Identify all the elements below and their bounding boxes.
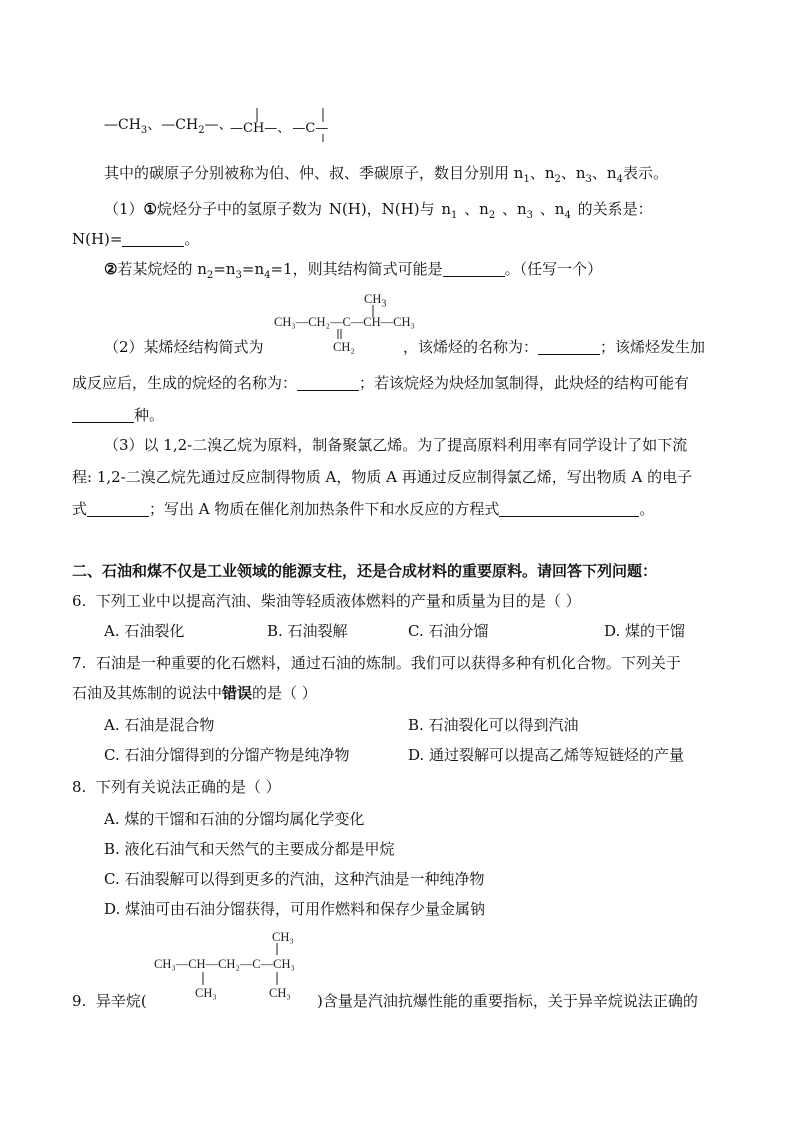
isooctane-main-chain: CH₃—CH—CH₂—C—CH₃ (154, 957, 295, 971)
q2-line1: （2）某烯烃结构简式为 (104, 338, 264, 356)
answer-blank-nh[interactable] (122, 230, 184, 247)
q2-line2: 成反应后，生成的烷烃的名称为： ；若该烷烃为炔烃加氢制得，此炔烃的结构可能有 (72, 374, 690, 392)
q6-option-b[interactable]: B. 石油裂解 (267, 622, 348, 640)
q7-option-a[interactable]: A. 石油是混合物 (104, 716, 215, 734)
isooctane-bottom-left-methyl: CH₃ (195, 986, 217, 1000)
q8-option-d[interactable]: D. 煤油可由石油分馏获得，可用作燃料和保存少量金属钠 (104, 900, 486, 918)
isooctane-top-bond (270, 942, 282, 956)
q2-line1-right: ，该烯烃的名称为： ；该烯烃发生加 (403, 338, 706, 356)
answer-blank-equation[interactable] (499, 500, 639, 517)
q6-option-c[interactable]: C. 石油分馏 (408, 622, 489, 640)
isooctane-bottom-right-methyl: CH₃ (269, 986, 291, 1000)
question-7-line1: 7. 石油是一种重要的化石燃料，通过石油的炼制。我们可以获得多种有机化合物。下列关于 (72, 654, 681, 672)
q1-nh-line: N(H)= 。 (72, 230, 200, 248)
alkene-methylene: CH₂ (333, 340, 355, 354)
q8-option-a[interactable]: A. 煤的干馏和石油的分馏均属化学变化 (104, 810, 365, 828)
question-7-line2: 石油及其炼制的说法中错误的是（ ） (72, 684, 317, 702)
answer-blank-alkene-name[interactable] (538, 338, 600, 355)
q3-line2: 程: 1,2-二溴乙烷先通过反应制得物质 A，物质 A 再通过反应制得氯乙烯，写出物质 A 的电子 (72, 468, 693, 486)
carbon-group-formulas: $—CH_3$、$—CH_2—$、 (104, 117, 233, 136)
intro-paragraph: 其中的碳原子分别被称为伯、仲、叔、季碳原子，数目分别用 $n_1$、$n_2$、$n_3$、$n_4$表示。 (104, 164, 668, 185)
alkene-top-methyl: $CH_3$ (364, 292, 387, 310)
q3-line3: 式 ；写出 A 物质在催化剂加热条件下和水反应的方程式 。 (72, 500, 655, 518)
ch-group: —CH—、 —C— (230, 121, 329, 136)
section-2-title: 二、石油和煤不仅是工业领域的能源支柱，还是合成材料的重要原料。请回答下列问题： (72, 562, 658, 580)
q7-option-c[interactable]: C. 石油分馏得到的分馏产物是纯净物 (104, 746, 350, 764)
answer-blank-electron-formula[interactable] (87, 500, 149, 517)
answer-blank-alkane-name[interactable] (297, 374, 359, 391)
answer-blank-structure[interactable] (443, 260, 505, 277)
q8-option-b[interactable]: B. 液化石油气和天然气的主要成分都是甲烷 (104, 840, 395, 858)
q1-part1: （1）①烷烃分子中的氢原子数为 N(H)，N(H)与 $n_1$ 、$n_2$ 、$n_3$ 、$n_4$ 的关系是： (104, 200, 653, 221)
q2-line3: 种。 (72, 404, 164, 426)
question-6: 6. 下列工业中以提高汽油、柴油等轻质液体燃料的产量和质量为目的是（ ） (72, 592, 581, 610)
q7-option-d[interactable]: D. 通过裂解可以提高乙烯等短链烃的产量 (408, 746, 685, 764)
q1-part2: ②若某烷烃的 $n_2=n_3=n_4=1$，则其结构简式可能是 。（任写一个） (104, 260, 603, 281)
alkene-main-chain: CH₃—CH₂—C—CH—CH₃ (274, 315, 415, 329)
question-9-start: 9. 异辛烷( (72, 992, 147, 1010)
q6-option-d[interactable]: D. 煤的干馏 (604, 622, 686, 640)
question-9-end: )含量是汽油抗爆性能的重要指标，关于异辛烷说法正确的 (317, 992, 698, 1010)
q7-option-b[interactable]: B. 石油裂化可以得到汽油 (408, 716, 579, 734)
isooctane-bottom-bonds (195, 971, 285, 987)
isooctane-top-methyl: CH₃ (272, 930, 294, 944)
alkene-double-bond (334, 328, 346, 340)
q3-line1: （3）以 1,2-二溴乙烷为原料，制备聚氯乙烯。为了提高原料利用率有同学设计了如下流 (104, 436, 688, 454)
answer-blank-alkyne-count[interactable] (72, 406, 134, 423)
q6-option-a[interactable]: A. 石油裂化 (104, 622, 185, 640)
question-8: 8. 下列有关说法正确的是（ ） (72, 778, 281, 796)
q8-option-c[interactable]: C. 石油裂解可以得到更多的汽油，这种汽油是一种纯净物 (104, 870, 485, 888)
